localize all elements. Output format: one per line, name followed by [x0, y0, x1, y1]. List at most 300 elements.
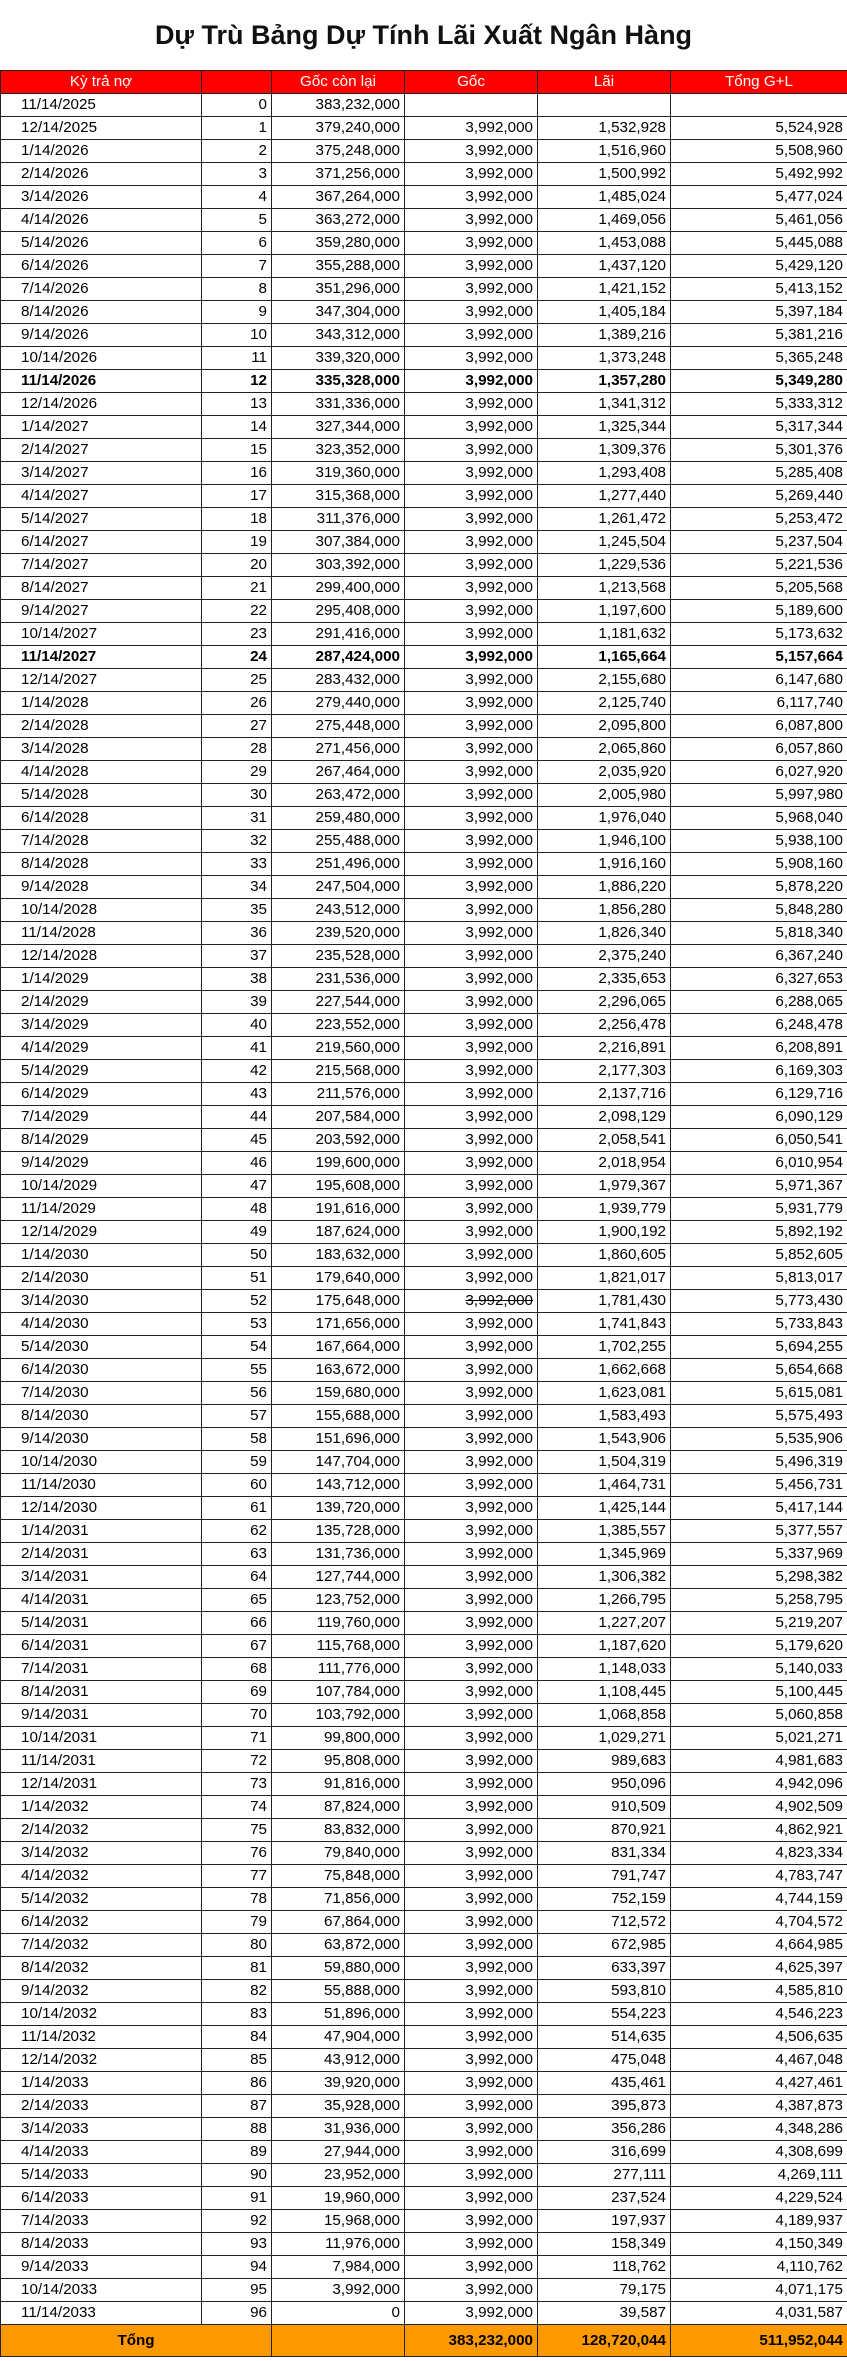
cell-date: 11/14/2032: [1, 2026, 202, 2049]
cell-remaining-principal: 363,272,000: [272, 209, 405, 232]
cell-index: 75: [202, 1819, 272, 1842]
cell-principal: 3,992,000: [405, 2210, 538, 2233]
cell-date: 12/14/2031: [1, 1773, 202, 1796]
cell-remaining-principal: 75,848,000: [272, 1865, 405, 1888]
table-row: [1, 1566, 847, 1589]
cell-date: 1/14/2032: [1, 1796, 202, 1819]
cell-remaining-principal: 207,584,000: [272, 1106, 405, 1129]
cell-total: 5,848,280: [671, 899, 847, 922]
cell-index: 57: [202, 1405, 272, 1428]
cell-principal: 3,992,000: [405, 278, 538, 301]
cell-remaining-principal: 231,536,000: [272, 968, 405, 991]
cell-principal: 3,992,000: [405, 1888, 538, 1911]
table-row: [1, 669, 847, 692]
table-row: [1, 784, 847, 807]
cell-index: 47: [202, 1175, 272, 1198]
cell-index: 94: [202, 2256, 272, 2279]
table-row: [1, 1014, 847, 1037]
table-row: [1, 1681, 847, 1704]
cell-principal: 3,992,000: [405, 1957, 538, 1980]
cell-principal: 3,992,000: [405, 968, 538, 991]
cell-date: 4/14/2031: [1, 1589, 202, 1612]
cell-total: 5,878,220: [671, 876, 847, 899]
cell-date: 3/14/2032: [1, 1842, 202, 1865]
table-row: [1, 2049, 847, 2072]
cell-total: 4,269,111: [671, 2164, 847, 2187]
cell-date: 6/14/2031: [1, 1635, 202, 1658]
cell-interest: 1,293,408: [538, 462, 671, 485]
cell-remaining-principal: 79,840,000: [272, 1842, 405, 1865]
table-row: [1, 1152, 847, 1175]
table-row: [1, 554, 847, 577]
cell-date: 11/14/2031: [1, 1750, 202, 1773]
cell-total: 6,327,653: [671, 968, 847, 991]
page-title: Dự Trù Bảng Dự Tính Lãi Xuất Ngân Hàng: [154, 19, 693, 50]
cell-total: 4,110,762: [671, 2256, 847, 2279]
cell-remaining-principal: 91,816,000: [272, 1773, 405, 1796]
table-row: [1, 2118, 847, 2141]
cell-principal: 3,992,000: [405, 1336, 538, 1359]
cell-index: 10: [202, 324, 272, 347]
cell-principal: 3,992,000: [405, 1290, 538, 1313]
cell-total: 5,492,992: [671, 163, 847, 186]
cell-principal: 3,992,000: [405, 1382, 538, 1405]
cell-principal: 3,992,000: [405, 669, 538, 692]
cell-total: 5,337,969: [671, 1543, 847, 1566]
cell-principal: 3,992,000: [405, 1566, 538, 1589]
cell-date: 9/14/2032: [1, 1980, 202, 2003]
cell-date: 3/14/2031: [1, 1566, 202, 1589]
cell-index: 26: [202, 692, 272, 715]
table-row: [1, 1497, 847, 1520]
table-row: [1, 1589, 847, 1612]
cell-interest: 1,916,160: [538, 853, 671, 876]
cell-interest: 1,437,120: [538, 255, 671, 278]
cell-remaining-principal: 243,512,000: [272, 899, 405, 922]
header-remaining-principal: Gốc còn lại: [272, 71, 405, 94]
cell-interest: 1,227,207: [538, 1612, 671, 1635]
cell-interest: 752,159: [538, 1888, 671, 1911]
table-row: [1, 1428, 847, 1451]
cell-index: 58: [202, 1428, 272, 1451]
cell-total: 5,219,207: [671, 1612, 847, 1635]
cell-principal: 3,992,000: [405, 1451, 538, 1474]
cell-interest: 1,266,795: [538, 1589, 671, 1612]
table-row: [1, 1980, 847, 2003]
cell-date: 5/14/2033: [1, 2164, 202, 2187]
cell-principal: 3,992,000: [405, 876, 538, 899]
cell-date: 10/14/2031: [1, 1727, 202, 1750]
cell-index: 74: [202, 1796, 272, 1819]
cell-total: 4,150,349: [671, 2233, 847, 2256]
cell-date: 9/14/2030: [1, 1428, 202, 1451]
cell-index: 41: [202, 1037, 272, 1060]
cell-interest: 237,524: [538, 2187, 671, 2210]
cell-date: 8/14/2029: [1, 1129, 202, 1152]
table-row: [1, 1405, 847, 1428]
cell-principal: 3,992,000: [405, 1428, 538, 1451]
cell-interest: 2,137,716: [538, 1083, 671, 1106]
table-row: [1, 2302, 847, 2325]
cell-interest: 1,860,605: [538, 1244, 671, 1267]
table-row: [1, 2210, 847, 2233]
cell-principal: 3,992,000: [405, 1819, 538, 1842]
cell-interest: [538, 94, 671, 117]
cell-principal: 3,992,000: [405, 1865, 538, 1888]
cell-total: 5,377,557: [671, 1520, 847, 1543]
cell-interest: 1,325,344: [538, 416, 671, 439]
cell-remaining-principal: 351,296,000: [272, 278, 405, 301]
cell-total: 5,301,376: [671, 439, 847, 462]
cell-remaining-principal: 67,864,000: [272, 1911, 405, 1934]
cell-principal: 3,992,000: [405, 2049, 538, 2072]
cell-remaining-principal: 235,528,000: [272, 945, 405, 968]
cell-date: 7/14/2028: [1, 830, 202, 853]
cell-remaining-principal: 55,888,000: [272, 1980, 405, 2003]
cell-remaining-principal: 15,968,000: [272, 2210, 405, 2233]
cell-date: 6/14/2028: [1, 807, 202, 830]
cell-index: 50: [202, 1244, 272, 1267]
cell-interest: 989,683: [538, 1750, 671, 1773]
cell-date: 5/14/2026: [1, 232, 202, 255]
cell-interest: 950,096: [538, 1773, 671, 1796]
table-row: [1, 1865, 847, 1888]
cell-date: 7/14/2026: [1, 278, 202, 301]
cell-date: 7/14/2032: [1, 1934, 202, 1957]
cell-remaining-principal: 347,304,000: [272, 301, 405, 324]
cell-interest: 1,425,144: [538, 1497, 671, 1520]
cell-total: 4,664,985: [671, 1934, 847, 1957]
cell-index: 79: [202, 1911, 272, 1934]
table-row: [1, 1290, 847, 1313]
cell-principal: 3,992,000: [405, 1589, 538, 1612]
table-row: [1, 600, 847, 623]
cell-remaining-principal: 159,680,000: [272, 1382, 405, 1405]
table-row: [1, 2233, 847, 2256]
cell-principal: 3,992,000: [405, 117, 538, 140]
cell-principal: 3,992,000: [405, 209, 538, 232]
cell-remaining-principal: 239,520,000: [272, 922, 405, 945]
loan-schedule-table: [0, 70, 847, 2357]
cell-remaining-principal: 175,648,000: [272, 1290, 405, 1313]
table-row: [1, 1198, 847, 1221]
cell-total: 5,938,100: [671, 830, 847, 853]
cell-remaining-principal: 11,976,000: [272, 2233, 405, 2256]
cell-date: 8/14/2027: [1, 577, 202, 600]
table-row: [1, 1175, 847, 1198]
cell-interest: 2,125,740: [538, 692, 671, 715]
cell-remaining-principal: 143,712,000: [272, 1474, 405, 1497]
table-row: [1, 255, 847, 278]
cell-date: 3/14/2029: [1, 1014, 202, 1037]
cell-principal: 3,992,000: [405, 1244, 538, 1267]
cell-principal: 3,992,000: [405, 922, 538, 945]
table-row: [1, 922, 847, 945]
cell-date: 1/14/2028: [1, 692, 202, 715]
cell-principal: 3,992,000: [405, 1635, 538, 1658]
cell-date: 8/14/2033: [1, 2233, 202, 2256]
table-row: [1, 991, 847, 1014]
cell-interest: 1,306,382: [538, 1566, 671, 1589]
cell-index: 53: [202, 1313, 272, 1336]
cell-principal: 3,992,000: [405, 462, 538, 485]
cell-interest: 633,397: [538, 1957, 671, 1980]
cell-date: 3/14/2027: [1, 462, 202, 485]
table-row: [1, 1474, 847, 1497]
cell-interest: 1,946,100: [538, 830, 671, 853]
cell-total: 4,071,175: [671, 2279, 847, 2302]
cell-interest: 2,095,800: [538, 715, 671, 738]
cell-principal: 3,992,000: [405, 485, 538, 508]
cell-total: 4,546,223: [671, 2003, 847, 2026]
cell-total: 5,100,445: [671, 1681, 847, 1704]
table-row: [1, 1037, 847, 1060]
cell-interest: 1,165,664: [538, 646, 671, 669]
table-row: [1, 439, 847, 462]
cell-date: 6/14/2032: [1, 1911, 202, 1934]
cell-principal: 3,992,000: [405, 1681, 538, 1704]
cell-interest: 554,223: [538, 2003, 671, 2026]
cell-remaining-principal: 179,640,000: [272, 1267, 405, 1290]
cell-interest: 316,699: [538, 2141, 671, 2164]
table-row: [1, 2279, 847, 2302]
cell-total: 5,508,960: [671, 140, 847, 163]
cell-index: 28: [202, 738, 272, 761]
cell-principal: 3,992,000: [405, 1727, 538, 1750]
cell-index: 38: [202, 968, 272, 991]
cell-interest: 2,256,478: [538, 1014, 671, 1037]
cell-remaining-principal: 83,832,000: [272, 1819, 405, 1842]
cell-total: 6,147,680: [671, 669, 847, 692]
cell-index: 11: [202, 347, 272, 370]
cell-principal: 3,992,000: [405, 1313, 538, 1336]
table-row: [1, 1060, 847, 1083]
cell-remaining-principal: 151,696,000: [272, 1428, 405, 1451]
cell-index: 84: [202, 2026, 272, 2049]
cell-index: 49: [202, 1221, 272, 1244]
cell-principal: 3,992,000: [405, 738, 538, 761]
cell-interest: 1,741,843: [538, 1313, 671, 1336]
table-row: [1, 1221, 847, 1244]
table-row: [1, 278, 847, 301]
cell-interest: 1,900,192: [538, 1221, 671, 1244]
cell-total: 4,942,096: [671, 1773, 847, 1796]
cell-date: 4/14/2029: [1, 1037, 202, 1060]
table-row: [1, 1704, 847, 1727]
cell-total: 6,367,240: [671, 945, 847, 968]
cell-total: 5,205,568: [671, 577, 847, 600]
table-row: [1, 715, 847, 738]
cell-total: 5,285,408: [671, 462, 847, 485]
cell-date: 3/14/2033: [1, 2118, 202, 2141]
cell-remaining-principal: 71,856,000: [272, 1888, 405, 1911]
cell-remaining-principal: 63,872,000: [272, 1934, 405, 1957]
cell-total: 5,173,632: [671, 623, 847, 646]
cell-interest: 1,821,017: [538, 1267, 671, 1290]
cell-index: 13: [202, 393, 272, 416]
cell-total: 4,981,683: [671, 1750, 847, 1773]
cell-remaining-principal: 195,608,000: [272, 1175, 405, 1198]
cell-principal: 3,992,000: [405, 2141, 538, 2164]
cell-index: 51: [202, 1267, 272, 1290]
cell-total: 4,189,937: [671, 2210, 847, 2233]
cell-total: 5,654,668: [671, 1359, 847, 1382]
table-row: [1, 876, 847, 899]
cell-total: 4,467,048: [671, 2049, 847, 2072]
cell-date: 3/14/2030: [1, 1290, 202, 1313]
cell-remaining-principal: 107,784,000: [272, 1681, 405, 1704]
table-row: [1, 1658, 847, 1681]
cell-interest: 1,068,858: [538, 1704, 671, 1727]
cell-interest: 1,229,536: [538, 554, 671, 577]
cell-date: 1/14/2030: [1, 1244, 202, 1267]
cell-index: 17: [202, 485, 272, 508]
cell-index: 20: [202, 554, 272, 577]
cell-interest: 2,005,980: [538, 784, 671, 807]
cell-total: 5,892,192: [671, 1221, 847, 1244]
cell-remaining-principal: 115,768,000: [272, 1635, 405, 1658]
cell-total: 5,445,088: [671, 232, 847, 255]
cell-index: 66: [202, 1612, 272, 1635]
cell-interest: 118,762: [538, 2256, 671, 2279]
cell-interest: 1,500,992: [538, 163, 671, 186]
cell-date: 10/14/2027: [1, 623, 202, 646]
cell-remaining-principal: 327,344,000: [272, 416, 405, 439]
cell-date: 2/14/2031: [1, 1543, 202, 1566]
cell-remaining-principal: 295,408,000: [272, 600, 405, 623]
cell-index: 76: [202, 1842, 272, 1865]
cell-total: 5,333,312: [671, 393, 847, 416]
cell-principal: 3,992,000: [405, 1129, 538, 1152]
cell-total: 5,852,605: [671, 1244, 847, 1267]
cell-index: 65: [202, 1589, 272, 1612]
cell-index: 87: [202, 2095, 272, 2118]
cell-index: 73: [202, 1773, 272, 1796]
cell-total: 4,506,635: [671, 2026, 847, 2049]
cell-remaining-principal: 39,920,000: [272, 2072, 405, 2095]
cell-index: 33: [202, 853, 272, 876]
cell-index: 86: [202, 2072, 272, 2095]
cell-total: 5,997,980: [671, 784, 847, 807]
cell-date: 11/14/2028: [1, 922, 202, 945]
cell-principal: 3,992,000: [405, 140, 538, 163]
cell-remaining-principal: 323,352,000: [272, 439, 405, 462]
cell-interest: 1,341,312: [538, 393, 671, 416]
cell-remaining-principal: 375,248,000: [272, 140, 405, 163]
cell-total: 6,288,065: [671, 991, 847, 1014]
table-row: [1, 1842, 847, 1865]
header-row: [1, 71, 847, 94]
cell-date: 11/14/2026: [1, 370, 202, 393]
cell-total: 5,221,536: [671, 554, 847, 577]
cell-principal: 3,992,000: [405, 1497, 538, 1520]
cell-remaining-principal: 275,448,000: [272, 715, 405, 738]
table-row: [1, 462, 847, 485]
cell-interest: 1,886,220: [538, 876, 671, 899]
cell-principal: 3,992,000: [405, 1083, 538, 1106]
cell-index: 32: [202, 830, 272, 853]
cell-total: 5,733,843: [671, 1313, 847, 1336]
cell-date: 10/14/2028: [1, 899, 202, 922]
cell-principal: [405, 94, 538, 117]
cell-date: 4/14/2026: [1, 209, 202, 232]
cell-principal: 3,992,000: [405, 370, 538, 393]
cell-principal: 3,992,000: [405, 853, 538, 876]
cell-interest: 1,357,280: [538, 370, 671, 393]
cell-principal: 3,992,000: [405, 784, 538, 807]
total-remaining-empty: [272, 2325, 405, 2357]
cell-date: 9/14/2031: [1, 1704, 202, 1727]
cell-index: 52: [202, 1290, 272, 1313]
cell-index: 89: [202, 2141, 272, 2164]
cell-remaining-principal: 371,256,000: [272, 163, 405, 186]
cell-date: 6/14/2026: [1, 255, 202, 278]
cell-total: 6,208,891: [671, 1037, 847, 1060]
cell-total: 4,348,286: [671, 2118, 847, 2141]
cell-date: 8/14/2026: [1, 301, 202, 324]
cell-remaining-principal: 299,400,000: [272, 577, 405, 600]
cell-index: 16: [202, 462, 272, 485]
cell-principal: 3,992,000: [405, 1221, 538, 1244]
cell-index: 7: [202, 255, 272, 278]
cell-principal: 3,992,000: [405, 1405, 538, 1428]
cell-index: 18: [202, 508, 272, 531]
cell-index: 82: [202, 1980, 272, 2003]
cell-interest: 1,245,504: [538, 531, 671, 554]
table-row: [1, 117, 847, 140]
cell-remaining-principal: 279,440,000: [272, 692, 405, 715]
cell-date: 10/14/2030: [1, 1451, 202, 1474]
table-row: [1, 2026, 847, 2049]
cell-remaining-principal: 103,792,000: [272, 1704, 405, 1727]
header-principal: Gốc: [405, 71, 538, 94]
cell-index: 69: [202, 1681, 272, 1704]
cell-date: 5/14/2029: [1, 1060, 202, 1083]
cell-index: 70: [202, 1704, 272, 1727]
cell-interest: 1,662,668: [538, 1359, 671, 1382]
cell-total: 5,813,017: [671, 1267, 847, 1290]
cell-date: 10/14/2033: [1, 2279, 202, 2302]
cell-principal: 3,992,000: [405, 2095, 538, 2118]
cell-total: 6,169,303: [671, 1060, 847, 1083]
cell-principal: 3,992,000: [405, 761, 538, 784]
cell-date: 2/14/2027: [1, 439, 202, 462]
cell-index: 6: [202, 232, 272, 255]
cell-total: 5,349,280: [671, 370, 847, 393]
cell-remaining-principal: 135,728,000: [272, 1520, 405, 1543]
cell-date: 11/14/2033: [1, 2302, 202, 2325]
cell-principal: 3,992,000: [405, 1152, 538, 1175]
cell-principal: 3,992,000: [405, 1474, 538, 1497]
cell-total: 5,496,319: [671, 1451, 847, 1474]
cell-index: 3: [202, 163, 272, 186]
cell-interest: 158,349: [538, 2233, 671, 2256]
cell-remaining-principal: 43,912,000: [272, 2049, 405, 2072]
cell-principal: 3,992,000: [405, 1060, 538, 1083]
cell-total: 5,773,430: [671, 1290, 847, 1313]
cell-principal: 3,992,000: [405, 600, 538, 623]
cell-date: 12/14/2030: [1, 1497, 202, 1520]
cell-interest: 910,509: [538, 1796, 671, 1819]
cell-interest: 1,181,632: [538, 623, 671, 646]
cell-principal: 3,992,000: [405, 347, 538, 370]
cell-principal: 3,992,000: [405, 1658, 538, 1681]
cell-remaining-principal: 123,752,000: [272, 1589, 405, 1612]
cell-remaining-principal: 219,560,000: [272, 1037, 405, 1060]
table-row: [1, 692, 847, 715]
cell-index: 5: [202, 209, 272, 232]
cell-principal: 3,992,000: [405, 255, 538, 278]
